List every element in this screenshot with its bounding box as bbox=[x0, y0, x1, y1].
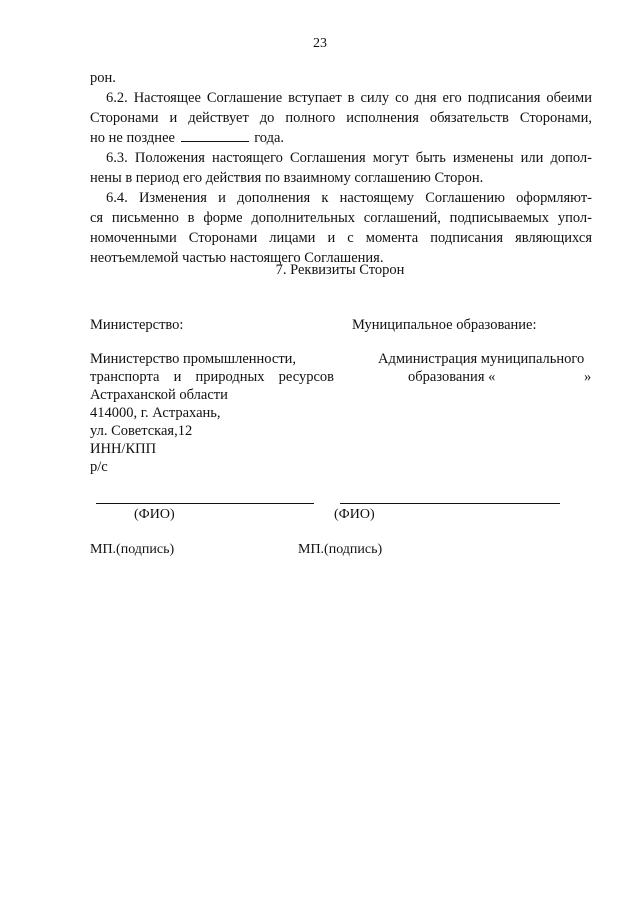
right-signature-line bbox=[340, 503, 560, 504]
left-party-name-3: Астраханской области bbox=[90, 387, 228, 403]
left-party-address-2: ул. Советская,12 bbox=[90, 423, 193, 439]
body-line bbox=[90, 128, 592, 148]
right-party-quote-close: » bbox=[584, 369, 592, 385]
left-signature-line bbox=[96, 503, 314, 504]
left-fio-label: (ФИО) bbox=[134, 507, 175, 522]
right-party-name-1: Администрация муниципального bbox=[378, 351, 585, 367]
left-party-inn: ИНН/КПП bbox=[90, 441, 157, 457]
right-fio-label: (ФИО) bbox=[334, 507, 375, 522]
left-party-name-2: транспорта и природных ресурсов bbox=[90, 369, 334, 385]
deadline-suffix: года. bbox=[254, 130, 285, 146]
right-mp-label: МП.(подпись) bbox=[298, 542, 383, 557]
page-number: 23 bbox=[313, 36, 327, 51]
section-title: 7. Реквизиты Сторон bbox=[275, 262, 405, 278]
left-party-account: р/с bbox=[90, 459, 108, 475]
body-line: номоченными Сторонами лицами и с момента подписания являющихся bbox=[90, 230, 592, 246]
left-party-heading: Министерство: bbox=[90, 317, 184, 333]
body-line: нены в период его действия по взаимному соглашению Сторон. bbox=[90, 170, 484, 186]
body-line: 6.4. Изменения и дополнения к настоящему Соглашению оформляют- bbox=[106, 190, 592, 206]
body-line: неотъемлемой частью настоящего Соглашения. bbox=[90, 250, 384, 266]
left-party-name-1: Министерство промышленности, bbox=[90, 351, 297, 367]
right-party-heading: Муниципальное образование: bbox=[352, 317, 537, 333]
deadline-blank bbox=[181, 128, 249, 142]
body-line: рон. bbox=[90, 70, 116, 86]
body-line: ся письменно в форме дополнительных соглашений, подписываемых упол- bbox=[90, 210, 592, 226]
right-party-name-2: образования « bbox=[408, 369, 496, 385]
left-party-address-1: 414000, г. Астрахань, bbox=[90, 405, 221, 421]
body-line: 6.3. Положения настоящего Соглашения могут быть изменены или допол- bbox=[106, 150, 592, 166]
body-line: 6.2. Настоящее Соглашение вступает в силу со дня его подписания обеими bbox=[106, 90, 592, 106]
deadline-prefix: но не позднее bbox=[90, 130, 175, 146]
left-mp-label: МП.(подпись) bbox=[90, 542, 175, 557]
body-line: Сторонами и действует до полного исполнения обязательств Сторонами, bbox=[90, 110, 592, 126]
